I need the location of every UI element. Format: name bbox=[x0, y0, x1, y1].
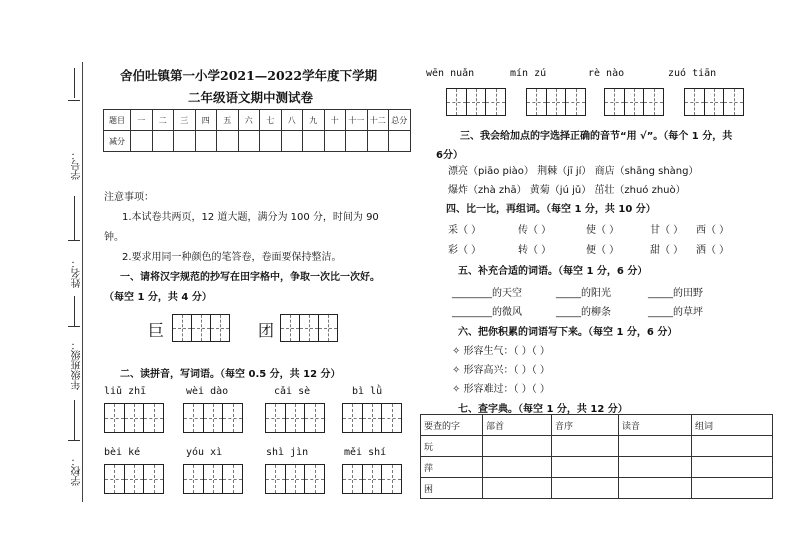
tianzige-box[interactable] bbox=[265, 403, 325, 433]
q5-item: ________的天空 bbox=[452, 288, 522, 299]
pinyin: bèi ké bbox=[104, 447, 141, 458]
tianzige-box[interactable] bbox=[446, 88, 506, 116]
tianzige-box[interactable] bbox=[172, 314, 230, 342]
pinyin: liǔ zhī bbox=[104, 386, 147, 397]
dict-header: 部首 bbox=[483, 415, 552, 436]
dict-row: 玩 bbox=[421, 436, 773, 457]
q4-item: 使（ ） bbox=[586, 225, 620, 236]
score-header-row bbox=[104, 110, 411, 131]
binding-dash bbox=[74, 196, 75, 240]
q4-item: 转（ ） bbox=[518, 245, 552, 256]
q5-item: _____的田野 bbox=[648, 288, 703, 299]
dict-header-row bbox=[421, 415, 773, 436]
tianzige-box[interactable] bbox=[104, 464, 164, 494]
score-cell: 二 bbox=[152, 110, 174, 131]
binding-tick bbox=[68, 240, 80, 241]
q5-item: ________的微风 bbox=[452, 307, 522, 318]
score-value-row bbox=[104, 131, 411, 152]
score-table bbox=[103, 109, 411, 152]
q4-item: 甜（ ） bbox=[650, 245, 684, 256]
score-cell: 九 bbox=[303, 110, 325, 131]
q3-title: 三、我会给加点的字选择正确的音节“用 √”。（每个 1 分，共 bbox=[460, 131, 733, 142]
pinyin: bì lǜ bbox=[352, 386, 383, 397]
notes-item: 2.要求用同一种颜色的笔答卷，卷面要保持整洁。 bbox=[122, 252, 342, 263]
name-label: 姓名： bbox=[72, 258, 83, 288]
q6-item: ✧ 形容高兴：（ ）（ ） bbox=[452, 365, 550, 376]
pinyin: měi shí bbox=[344, 447, 387, 458]
dict-header: 音序 bbox=[552, 415, 619, 436]
binding-dash bbox=[74, 68, 75, 98]
q2-title: 二、读拼音，写词语。（每空 0.5 分，共 12 分） bbox=[120, 369, 341, 380]
exam-subtitle: 二年级语文期中测试卷 bbox=[188, 90, 314, 105]
score-cell: 六 bbox=[238, 110, 260, 131]
q5-item: _____的阳光 bbox=[556, 288, 611, 299]
tianzige-box[interactable] bbox=[104, 403, 164, 433]
tianzige-box[interactable] bbox=[183, 464, 243, 494]
score-cell: 总分 bbox=[389, 110, 411, 131]
q3-title-cont: 6分） bbox=[436, 150, 463, 161]
pinyin: cǎi sè bbox=[274, 386, 311, 397]
tianzige-box[interactable] bbox=[183, 403, 243, 433]
pinyin: shì jìn bbox=[266, 447, 309, 458]
pinyin: wēn nuǎn bbox=[426, 68, 475, 79]
tianzige-box[interactable] bbox=[526, 88, 586, 116]
dict-header: 要查的字 bbox=[421, 415, 483, 436]
q6-item: ✧ 形容生气：（ ）（ ） bbox=[452, 346, 550, 357]
pinyin: zuó tiān bbox=[668, 68, 717, 79]
score-cell: 题目 bbox=[104, 110, 131, 131]
pinyin: mín zú bbox=[510, 68, 547, 79]
binding-dash bbox=[74, 296, 75, 326]
score-cell: 十二 bbox=[367, 110, 389, 131]
dict-row: 萍 bbox=[421, 457, 773, 478]
q4-title: 四、比一比，再组词。（每空 1 分，共 10 分） bbox=[446, 204, 656, 215]
q1-title: 一、请将汉字规范的抄写在田字格中，争取一次比一次好。 bbox=[120, 272, 380, 283]
tianzige-box[interactable] bbox=[265, 464, 325, 494]
score-cell: 一 bbox=[131, 110, 153, 131]
binding-dash bbox=[74, 400, 75, 440]
q4-item: 洒（ ） bbox=[696, 245, 730, 256]
q1-char: 团 bbox=[258, 321, 275, 340]
score-cell: 十一 bbox=[346, 110, 368, 131]
q4-item: 传（ ） bbox=[518, 225, 552, 236]
q7-title: 七、查字典。（每空 1 分，共 12 分） bbox=[458, 404, 628, 415]
notes-heading: 注意事项： bbox=[104, 192, 154, 203]
score-cell: 三 bbox=[174, 110, 196, 131]
q4-item: 甘（ ） bbox=[650, 225, 684, 236]
q1-score: （每空 1 分，共 4 分） bbox=[104, 292, 212, 303]
dict-row: 困 bbox=[421, 478, 773, 499]
pinyin: yóu xì bbox=[186, 447, 223, 458]
tianzige-box[interactable] bbox=[604, 88, 664, 116]
q4-item: 便（ ） bbox=[586, 245, 620, 256]
binding-tick bbox=[68, 326, 80, 327]
q1-char: 巨 bbox=[148, 321, 165, 340]
score-cell: 七 bbox=[260, 110, 282, 131]
score-cell: 十 bbox=[324, 110, 346, 131]
dictionary-table bbox=[420, 414, 773, 499]
q6-item: ✧ 形容难过：（ ）（ ） bbox=[452, 384, 550, 395]
score-cell: 五 bbox=[217, 110, 239, 131]
score-cell: 八 bbox=[281, 110, 303, 131]
pinyin: wèi dào bbox=[186, 386, 229, 397]
class-label: 年级班级： bbox=[72, 340, 83, 390]
tianzige-box[interactable] bbox=[342, 403, 402, 433]
student-no-label: 学号： bbox=[72, 150, 83, 180]
score-cell: 四 bbox=[195, 110, 217, 131]
q5-title: 五、补充合适的词语。（每空 1 分，6 分） bbox=[458, 266, 648, 277]
tianzige-box[interactable] bbox=[684, 88, 744, 116]
q4-item: 采（ ） bbox=[448, 225, 482, 236]
q4-item: 西（ ） bbox=[696, 225, 730, 236]
binding-tick bbox=[68, 440, 80, 441]
score-row-label: 减分 bbox=[104, 131, 131, 152]
dict-header: 组词 bbox=[692, 415, 773, 436]
binding-tick bbox=[68, 100, 80, 101]
q5-item: _____的草坪 bbox=[648, 307, 703, 318]
dict-header: 读音 bbox=[619, 415, 692, 436]
school-label: 学校： bbox=[72, 456, 83, 486]
q6-title: 六、把你积累的词语写下来。（每空 1 分，6 分） bbox=[458, 327, 678, 338]
q3-line: 漂亮（piāo piào） 荆棘（jī jí） 商店（shāng shàng） bbox=[448, 166, 699, 177]
tianzige-box[interactable] bbox=[342, 464, 402, 494]
tianzige-box[interactable] bbox=[280, 314, 338, 342]
q5-item: _____的柳条 bbox=[556, 307, 611, 318]
q4-item: 彩（ ） bbox=[448, 245, 482, 256]
exam-title: 舍伯吐镇第一小学2021—2022学年度下学期 bbox=[120, 68, 378, 83]
notes-item: 1.本试卷共两页，12 道大题，满分为 100 分，时间为 90 bbox=[122, 212, 379, 223]
notes-item: 钟。 bbox=[104, 232, 124, 243]
pinyin: rè nào bbox=[588, 68, 625, 79]
q3-line: 爆炸（zhà zhā） 黄菊（jú jǔ） 茁壮（zhuó zhuò） bbox=[448, 185, 686, 196]
